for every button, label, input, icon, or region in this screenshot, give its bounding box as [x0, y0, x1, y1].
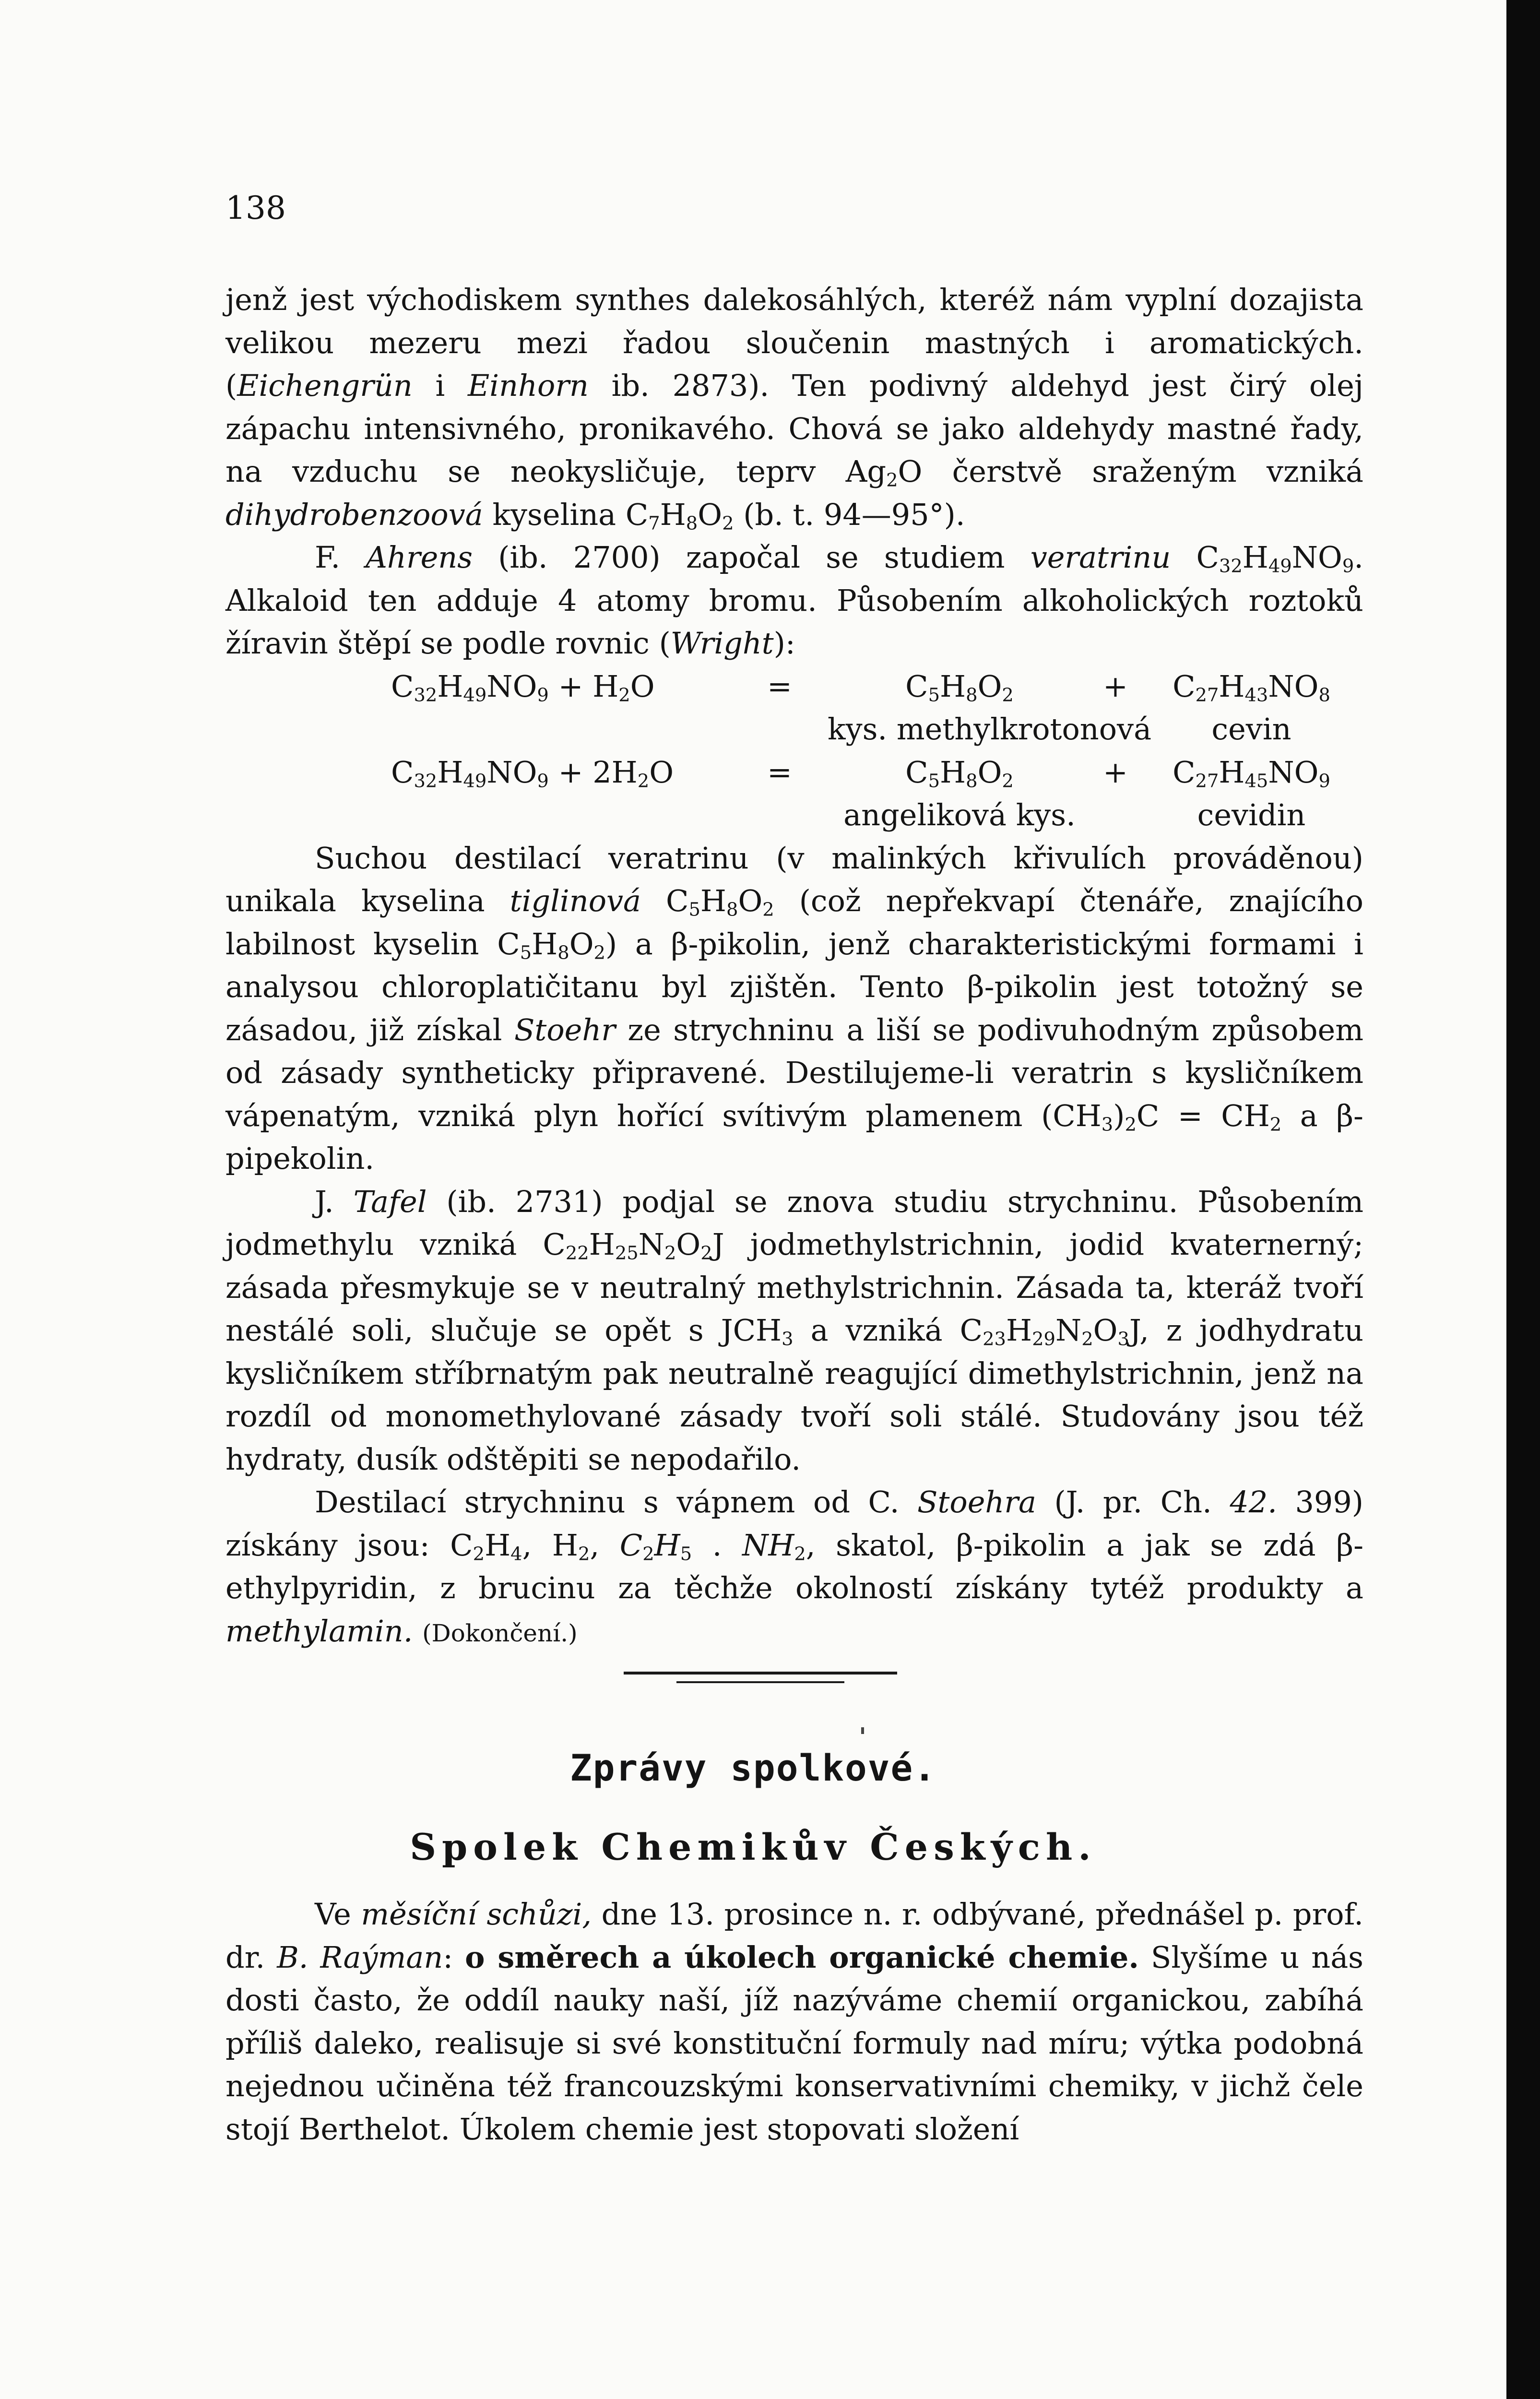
equation-2 — [225, 751, 1363, 794]
equation-product-1: $C_5H_8O_2$ — [905, 754, 1014, 792]
equation-product-2: $C_{27}H_{45}NO_9$ — [1173, 754, 1330, 792]
author-name: Ahrens — [366, 540, 473, 575]
volume-number: 42. — [1230, 1485, 1277, 1520]
paragraph-3: Suchou destilací veratrinu (v malinkých křivulích prováděnou) unikala kyselina tiglinová $C_5H_8O_2$ (což nepřekvapí čtenáře, znajícího labilnost kyselin $C_5H_8O_2$) a β-pikolin, jenž charakteristickými formami i analysou chloroplatičitanu byl zjištěn. Tento β-pikolin jest totožný se zásadou, již získal Stoehr ze strychninu a liší se podivuhodným způsobem od zásady syntheticky připravené. Destilujeme-li veratrin s kysličníkem vápenatým, vzniká plyn hořící svítivým plamenem $(CH_3)_2C = CH_2$ a β-pipekolin. — [225, 840, 1364, 1176]
text: . Alkaloid ten adduje 4 atomy bromu. Působením alkoholických roztoků žíravin štěpí se podle rovnic ( — [225, 540, 1364, 661]
text: jenž jest východiskem synthes dalekosáhlých, kteréž nám vyplní dozajista velikou mezeru mezi řadou sloučenin mastných i aromatických. ( — [225, 282, 1363, 403]
subscript: 2 — [722, 512, 734, 534]
subscript: 8 — [686, 512, 698, 534]
product-label: cevin — [1211, 712, 1291, 747]
subscript: 2 — [886, 469, 898, 491]
product-label: angeliková kys. — [843, 797, 1076, 832]
section-text — [225, 1893, 1363, 2150]
product-label: kys. methylkrotonová — [828, 712, 1152, 747]
meeting-name: měsíční schůzi, — [361, 1897, 592, 1932]
equals-sign: = — [767, 668, 792, 704]
main-text — [225, 278, 1363, 1655]
text: NO — [1291, 540, 1342, 575]
author-name: B. Raýman — [277, 1939, 443, 1975]
text: ib. 2873). Ten podivný aldehyd jest čirý olej zápachu intensivného, pronikavého. Chová se jako aldehydy mastné řady, na vzduchu se neokysličuje, teprv Ag — [225, 368, 1363, 489]
equation-product-1: $C_5H_8O_2$ — [905, 668, 1014, 706]
plus-sign: + — [1103, 668, 1128, 704]
equation-1-labels — [225, 708, 1363, 751]
author-name: Stoehr — [514, 1012, 616, 1047]
text: (b. t. 94—95°). — [734, 497, 965, 532]
text: kyselina C — [483, 497, 649, 532]
author-name: Einhorn — [468, 368, 589, 403]
text: ): — [773, 626, 795, 661]
subscript: 9 — [1342, 555, 1354, 577]
product-label: cevidin — [1197, 797, 1306, 832]
compound-name: methylamin. — [225, 1613, 413, 1649]
society-heading: Spolek Chemikův Českých. — [410, 1826, 1097, 1868]
equation-2-labels — [225, 794, 1363, 837]
lecture-title: o směrech a úkolech organické chemie. — [465, 1939, 1139, 1975]
compound-name: veratrinu — [1030, 540, 1171, 575]
author-name: Wright — [670, 626, 774, 661]
paragraph-2 — [225, 536, 1363, 665]
print-mark — [861, 1727, 864, 1734]
text: C — [1171, 540, 1219, 575]
author-name: Eichengrün — [237, 368, 413, 403]
text: i — [412, 368, 468, 403]
text: O čerstvě sraženým vzniká — [898, 454, 1364, 489]
plus-sign: + — [1103, 754, 1128, 790]
section-divider-thin — [676, 1681, 844, 1683]
section-heading: Zprávy spolkové. — [569, 1746, 937, 1789]
paragraph-4: J. Tafel (ib. 2731) podjal se znova studiu strychninu. Působením jodmethylu vzniká $C_{22}H_{25}N_2O_2J$ jodmethylstrichnin, jodid kvaternerný; zásada přesmykuje se v neutralný methylstrichnin. Zásada ta, kteráž tvoří nestálé soli, slučuje se opět s $JCH_3$ a vzniká $C_{23}H_{29}N_2O_3J$, z jodhydratu kysličníkem stříbrnatým pak neutralně reagující dimethylstrichnin, jenž na rozdíl od monomethylované zásady tvoří soli stálé. Studovány jsou též hydraty, dusík odštěpiti se nepodařilo. — [225, 1184, 1363, 1477]
section-divider — [624, 1672, 897, 1675]
equation-1 — [225, 665, 1363, 708]
author-name: Tafel — [353, 1184, 427, 1219]
equation-lhs: $C_{32}H_{49}NO_9 + 2H_2O$ — [391, 754, 674, 792]
paragraph-6: Ve měsíční schůzi, dne 13. prosince n. r. odbývané, přednášel p. prof. dr. B. Raýman: o směrech a úkolech organické chemie. Slyšíme u nás dosti často, že oddíl nauky naší, jíž nazýváme chemií organickou, zabíhá příliš daleko, realisuje si své konstituční formuly nad míru; výtka podobná nejednou učiněna též francouzskými konservativními chemiky, v jichž čele stojí Berthelot. Úkolem chemie jest stopovati složení — [225, 1897, 1363, 2147]
continued-note: (Dokončení.) — [422, 1619, 578, 1647]
author-name: Stoehra — [917, 1485, 1036, 1520]
compound-name: dihydrobenzoová — [225, 497, 483, 532]
subscript: 49 — [1268, 555, 1292, 577]
text: F. — [315, 540, 366, 575]
equals-sign: = — [767, 754, 792, 790]
paragraph-1 — [225, 278, 1363, 536]
text: H — [660, 497, 686, 532]
equation-product-2: $C_{27}H_{43}NO_8$ — [1173, 668, 1330, 706]
scan-edge — [1506, 0, 1540, 2399]
text: (ib. 2700) započal se studiem — [473, 540, 1031, 575]
paragraph-5: Destilací strychninu s vápnem od C. Stoehra (J. pr. Ch. 42. 399) získány jsou: $C_2H_4$, $H_2$, $C_2H_5$ . $NH_2$, skatol, β-pikolin a jak se zdá β-ethylpyridin, z brucinu za těchže okolností získány tytéž produkty a methylamin. (Dokončení.) — [225, 1485, 1364, 1649]
compound-name: tiglinová — [509, 883, 641, 918]
page-number: 138 — [225, 190, 286, 226]
equation-lhs: $C_{32}H_{49}NO_9 + H_2O$ — [391, 668, 655, 706]
text: H — [1242, 540, 1268, 575]
subscript: 32 — [1219, 555, 1243, 577]
subscript: 7 — [648, 512, 660, 534]
text: O — [698, 497, 723, 532]
